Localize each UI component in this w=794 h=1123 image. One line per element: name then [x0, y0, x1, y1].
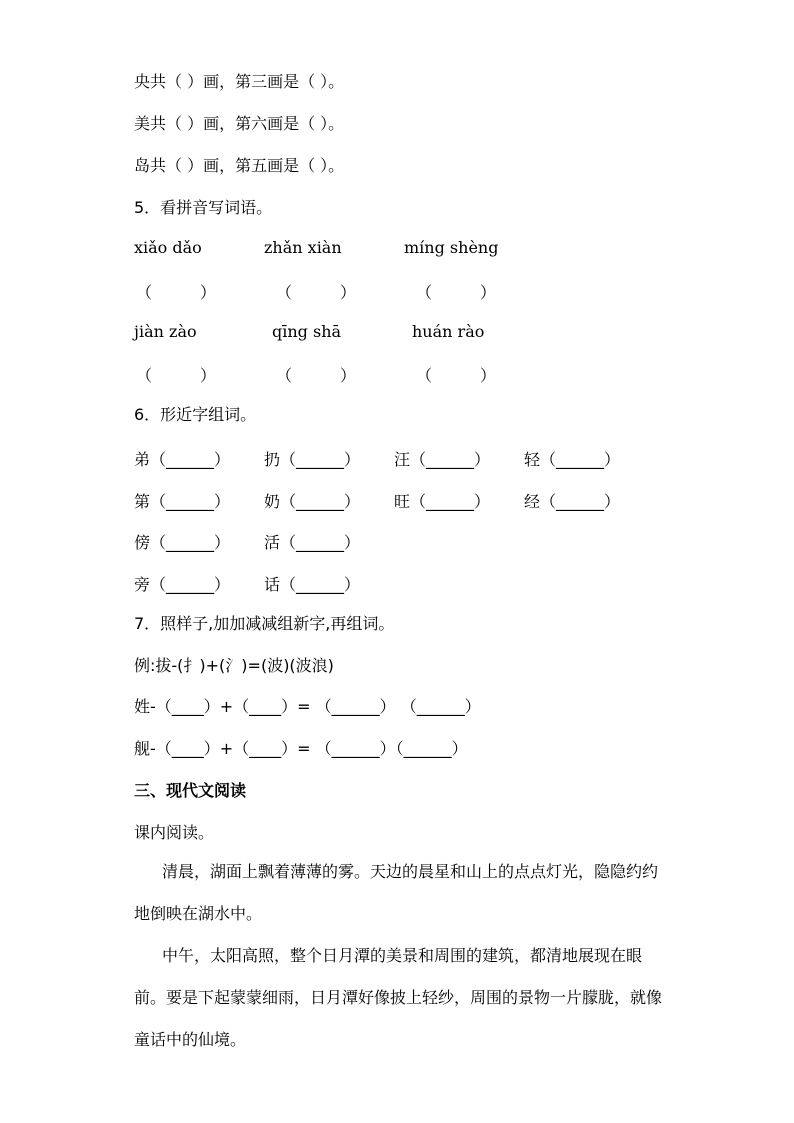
q6-title: 6．形近字组词。: [134, 405, 257, 424]
q6-item[interactable]: 汪（______）: [394, 450, 491, 469]
stroke-question-1: 央共（ ）画，第三画是（ ）。: [134, 72, 345, 91]
q5-answer-blank[interactable]: （ ）: [416, 366, 497, 385]
q6-item[interactable]: 奶（______）: [264, 492, 361, 511]
q6-item[interactable]: 弟（______）: [134, 450, 231, 469]
q5-answer-blank[interactable]: （ ）: [276, 283, 357, 302]
q5-pinyin-5: qīng shā: [272, 322, 342, 341]
reading-paragraph-2: [134, 935, 670, 1061]
reading-paragraph-1-text: 清晨，湖面上飘着薄薄的雾。天边的晨星和山上的点点灯光，隐隐约约地倒映在湖水中。: [134, 862, 659, 923]
q5-pinyin-6: huán rào: [412, 322, 485, 341]
q5-pinyin-4: jiàn zào: [134, 322, 197, 341]
q5-pinyin-2: zhǎn xiàn: [264, 238, 342, 257]
q5-pinyin-1: xiǎo dǎo: [134, 238, 202, 257]
q6-item[interactable]: 活（______）: [264, 533, 361, 552]
reading-paragraph-1: [134, 851, 670, 935]
reading-paragraph-2-text: 中午，太阳高照，整个日月潭的美景和周围的建筑，都清地展现在眼前。要是下起蒙蒙细雨，日月潭好像披上轻纱，周围的景物一片朦胧，就像童话中的仙境。: [134, 946, 663, 1049]
q7-title: 7．照样子,加加减减组新字,再组词。: [134, 614, 395, 633]
q6-item[interactable]: 经（______）: [524, 492, 621, 511]
q7-row-2[interactable]: 舰-（____）+（____）= （______）（______）: [134, 739, 468, 758]
q6-item[interactable]: 旺（______）: [394, 492, 491, 511]
q5-answer-blank[interactable]: （ ）: [416, 283, 497, 302]
section-title: 三、现代文阅读: [134, 781, 247, 800]
stroke-question-2: 美共（ ）画，第六画是（ ）。: [134, 114, 345, 133]
q5-answer-blank[interactable]: （ ）: [276, 366, 357, 385]
q5-answer-blank[interactable]: （ ）: [136, 283, 217, 302]
q5-answer-blank[interactable]: （ ）: [136, 366, 217, 385]
q6-item[interactable]: 第（______）: [134, 492, 231, 511]
q7-row-1[interactable]: 姓-（____）+（____）= （______） （______）: [134, 697, 481, 716]
q5-title: 5．看拼音写词语。: [134, 198, 273, 217]
q6-item[interactable]: 旁（______）: [134, 575, 231, 594]
q6-item[interactable]: 傍（______）: [134, 533, 231, 552]
q6-item[interactable]: 话（______）: [264, 575, 361, 594]
q5-pinyin-3: míng shèng: [404, 238, 499, 257]
q6-item[interactable]: 扔（______）: [264, 450, 361, 469]
q7-example: 例:拔-(扌)+(氵)=(波)(波浪): [134, 656, 334, 675]
section-subtitle: 课内阅读。: [134, 823, 215, 842]
stroke-question-3: 岛共（ ）画，第五画是（ ）。: [134, 156, 345, 175]
q6-item[interactable]: 轻（______）: [524, 450, 621, 469]
